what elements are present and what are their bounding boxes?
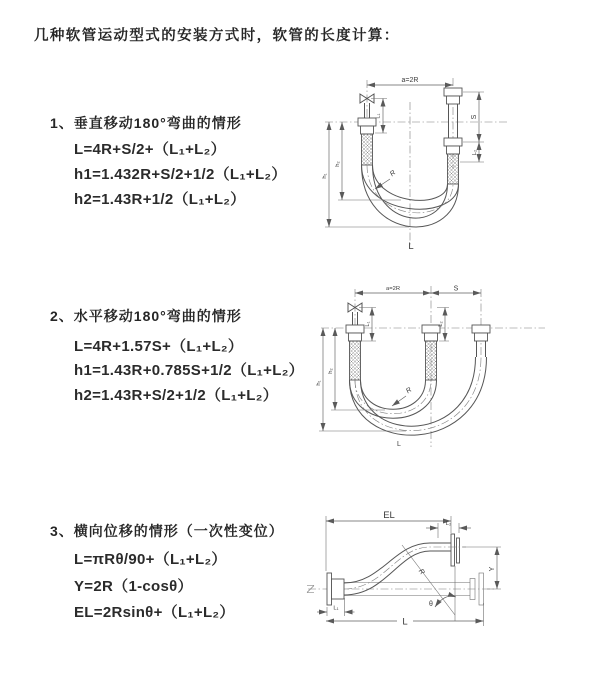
formula-line: L=πRθ/90+（L₁+L₂） (74, 551, 227, 568)
radius-callout (392, 386, 413, 406)
middle-pipe-assembly (422, 325, 440, 380)
dim-label-l2: L₂ (438, 321, 444, 327)
formula-line: h1=1.432R+S/2+1/2（L₁+L₂） (74, 166, 287, 183)
dim-label-s: S (453, 285, 459, 293)
dim-label-span: a=2R (401, 77, 419, 84)
section-2-heading: 2、水平移动180°弯曲的情形 (50, 308, 242, 324)
formula-line: L=4R+S/2+（L₁+L₂） (74, 141, 226, 158)
page-title: 几种软管运动型式的安装方式时，软管的长度计算： (34, 28, 400, 44)
dim-label-el: EL (383, 510, 395, 521)
formula-line: h2=1.43R+S/2+1/2（L₁+L₂） (74, 387, 279, 404)
dim-label-l2: L₂ (472, 149, 478, 156)
dim-span (355, 286, 481, 294)
section-1-heading: 1、垂直移动180°弯曲的情形 (50, 115, 242, 131)
dim-label-h1: h₁ (322, 173, 328, 179)
braided-hose-section (362, 134, 373, 165)
length-label: L (397, 441, 401, 448)
dim-span (367, 77, 453, 85)
dim-label-l1: L₁ (333, 605, 339, 612)
dim-label-l1: L₁ (365, 321, 371, 327)
radius-theta-callout (402, 545, 456, 621)
formula-line: Y=2R（1-cosθ） (74, 578, 193, 595)
radius-label: R (416, 568, 426, 577)
dim-s-l2 (460, 92, 484, 162)
dim-label-l: L (402, 616, 408, 628)
hose-u-curves (350, 357, 487, 435)
diagram-horizontal-movement (313, 281, 598, 456)
dim-l1 (317, 598, 355, 616)
dim-label-span: a=2R (385, 286, 401, 292)
radius-label: R (388, 169, 398, 179)
dim-label-l1: L₁ (375, 113, 382, 119)
dim-label-s: S (471, 114, 478, 120)
dim-l2 (426, 521, 471, 538)
radius-label: R (405, 386, 414, 396)
radius-callout (375, 170, 397, 189)
diagram-vertical-movement (315, 72, 585, 262)
left-pipe-assembly (358, 118, 376, 165)
formula-line: h1=1.43R+0.785S+1/2（L₁+L₂） (74, 362, 304, 379)
length-label: L (408, 241, 414, 252)
dim-label-l2: L₂ (445, 521, 452, 527)
formula-line: EL=2Rsinθ+（L₁+L₂） (74, 604, 235, 621)
hose-s-curve (344, 543, 466, 595)
dim-h1-h2 (316, 328, 406, 431)
braided-hose-section (426, 341, 437, 380)
formula-line: h2=1.43R+1/2（L₁+L₂） (74, 191, 246, 208)
upper-flange (451, 534, 460, 566)
braided-hose-section (350, 341, 361, 380)
left-pipe-assembly (346, 325, 364, 380)
dim-label-h2: h₂ (328, 368, 334, 374)
dim-label-y: Y (489, 566, 496, 572)
formula-line: L=4R+1.57S+（L₁+L₂） (74, 338, 244, 355)
section-3-heading: 3、横向位移的情形（一次性变位） (50, 523, 284, 539)
dim-label-h1: h₁ (316, 380, 322, 386)
dim-l (326, 603, 484, 628)
left-flange (327, 573, 344, 605)
braided-hose-section (448, 154, 459, 184)
dim-label-h2: h₂ (335, 161, 341, 167)
theta-label: θ (429, 601, 433, 608)
diagram-lateral-displacement (298, 503, 598, 648)
dim-l2 (437, 308, 449, 342)
